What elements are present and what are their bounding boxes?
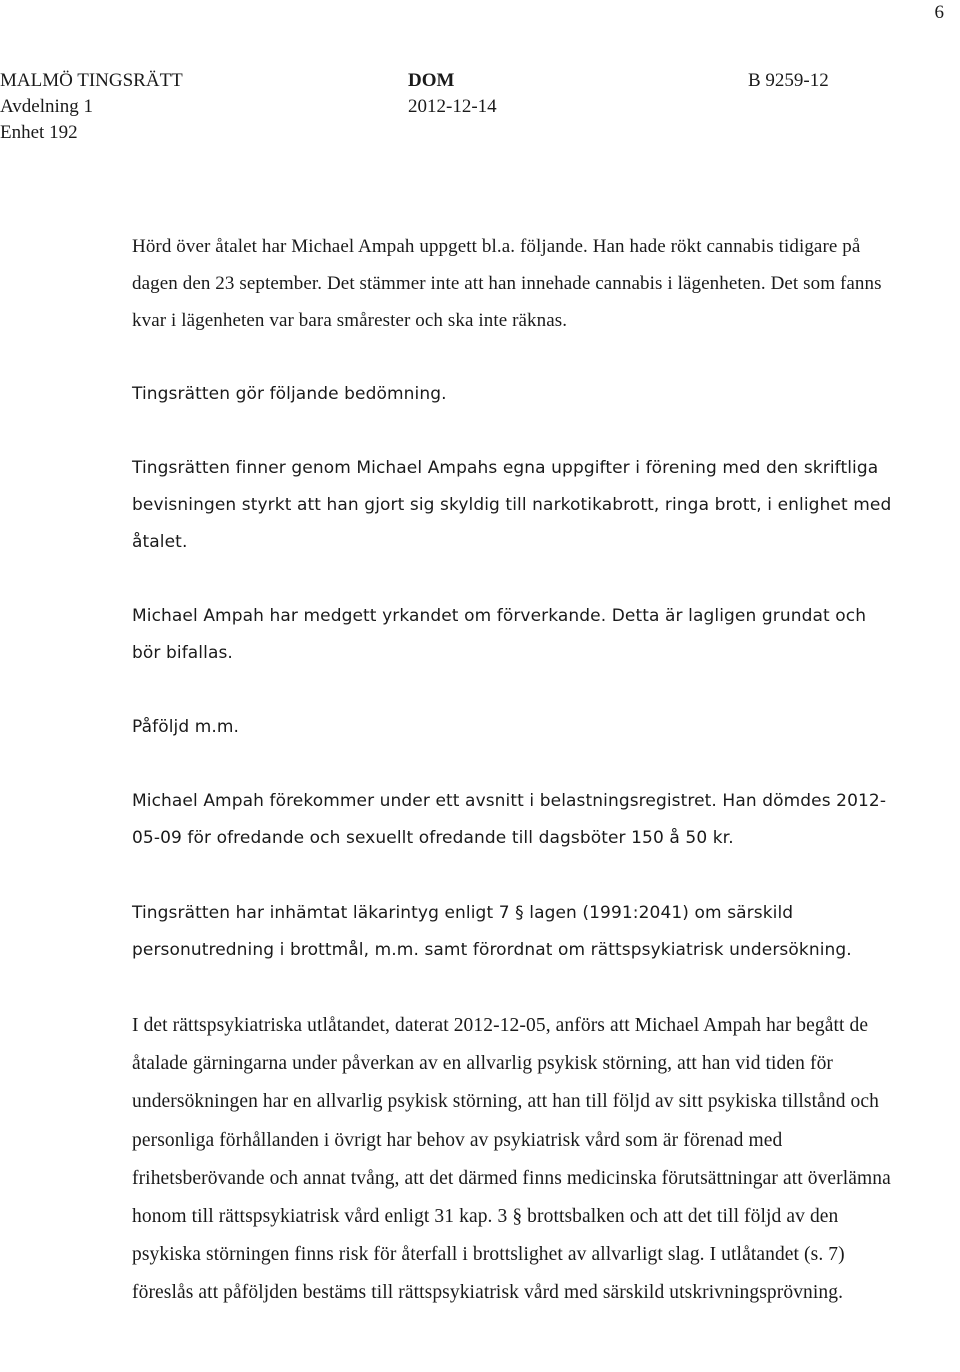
paragraph-medical-certificate: Tingsrätten har inhämtat läkarintyg enligt 7 § lagen (1991:2041) om särskild personutredning i brottmål, m.m. samt förordnat om rättspsykiatrisk undersökning. — [132, 903, 852, 960]
document-body — [132, 228, 892, 1313]
doc-date: 2012-12-14 — [408, 96, 497, 117]
paragraph-sanction-heading: Påföljd m.m. — [132, 717, 240, 737]
paragraph-assessment-heading: Tingsrätten gör följande bedömning. — [132, 384, 447, 404]
division: Avdelning 1 — [0, 96, 94, 117]
court-name: MALMÖ TINGSRÄTT — [0, 70, 183, 91]
paragraph-assessment: Tingsrätten finner genom Michael Ampahs egna uppgifter i förening med den skriftliga bevisningen styrkt att han gjort sig skyldig till narkotikabrott, ringa brott, i enlighet med åtalet. — [132, 458, 892, 552]
court-block — [0, 68, 300, 146]
doc-type-block — [408, 68, 568, 120]
case-number: B 9259-12 — [748, 70, 829, 91]
paragraph-testimony: Hörd över åtalet har Michael Ampah uppgett bl.a. följande. Han hade rökt cannabis tidigare på dagen den 23 september. Det stämmer inte att han innehade cannabis i lägenheten. Det som fanns kvar i lägenheten var bara smårester och ska inte räknas. — [132, 236, 882, 331]
doc-type: DOM — [408, 70, 455, 91]
paragraph-criminal-record: Michael Ampah förekommer under ett avsnitt i belastningsregistret. Han dömdes 2012-05-09 för ofredande och sexuellt ofredande till dagsböter 150 å 50 kr. — [132, 791, 887, 848]
paragraph-psychiatric-statement: I det rättspsykiatriska utlåtandet, daterat 2012-12-05, anförs att Michael Ampah har begått de åtalade gärningarna under påverkan av en allvarlig psykisk störning, att han vid tiden för undersökningen har en allvarlig psykisk störning, att han till följd av sitt psykiska tillstånd och personliga förhållanden i övrigt har behov av psykiatrisk vård som är förenad med frihetsberövande och annat tvång, att det därmed finns medicinska förutsättningar att överlämna honom till rättspsykiatrisk vård enligt 31 kap. 3 § brottsbalken och att det till följd av den psykiska störningen finns risk för återfall i brottslighet av allvarligt slag. I utlåtandet (s. 7) föreslås att påföljden bestäms till rättspsykiatrisk vård med särskild utskrivningsprövning. — [132, 1015, 891, 1304]
unit: Enhet 192 — [0, 122, 78, 143]
paragraph-forfeiture: Michael Ampah har medgett yrkandet om förverkande. Detta är lagligen grundat och bör bifallas. — [132, 606, 867, 663]
page-number: 6 — [934, 2, 944, 23]
